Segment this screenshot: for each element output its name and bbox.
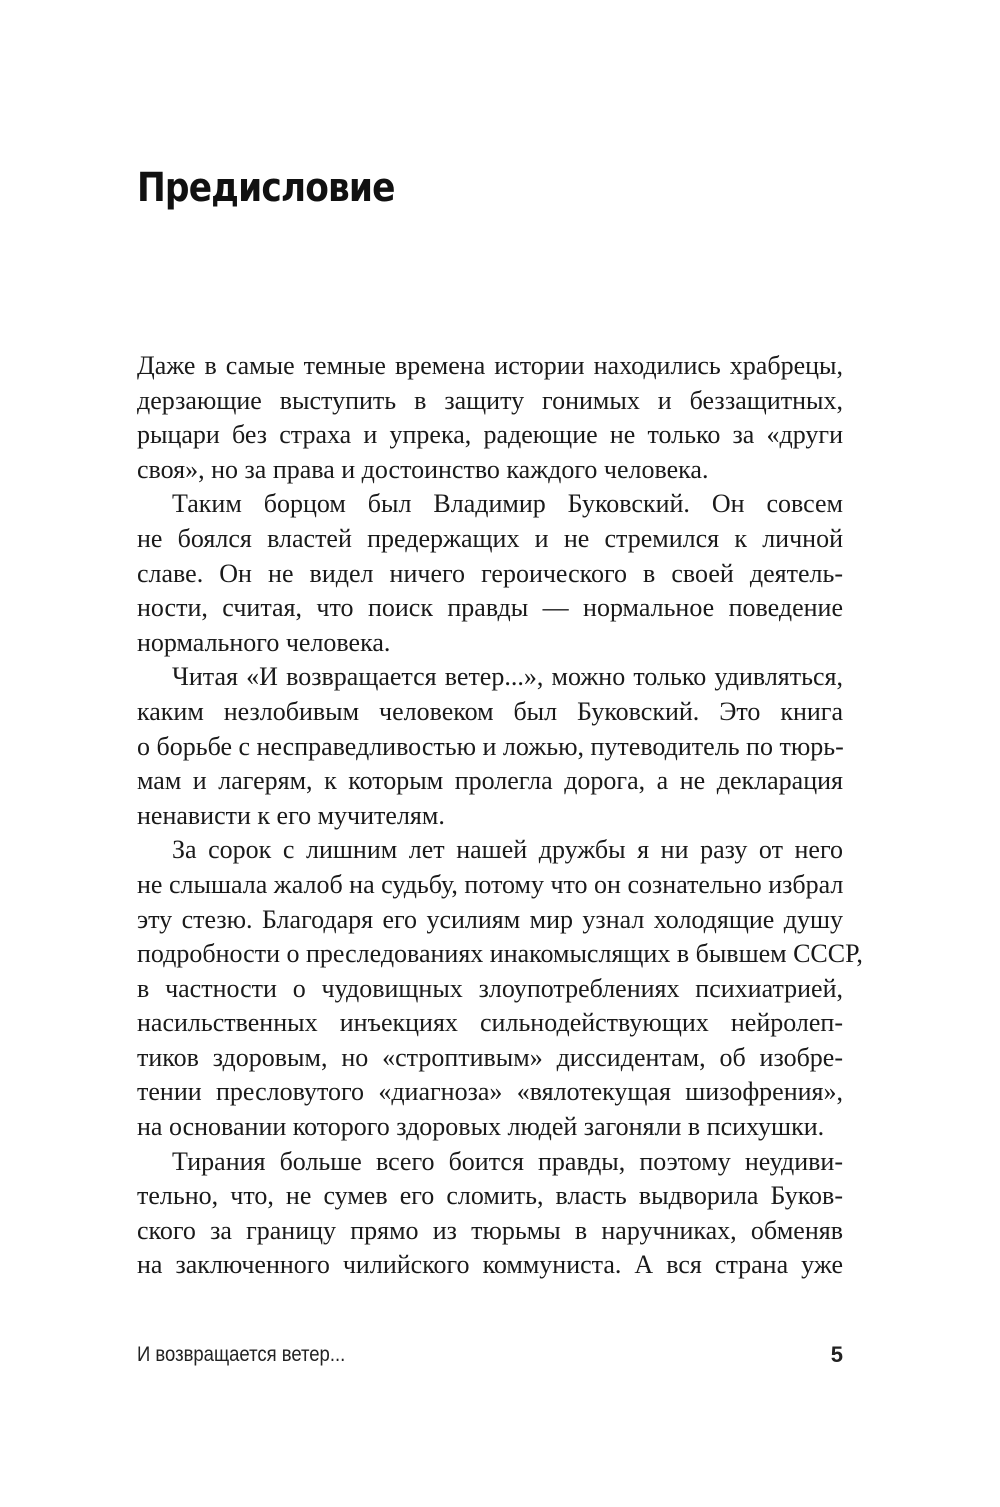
text-line: не слышала жалоб на судьбу, потому что он сознательно избрал (137, 869, 844, 899)
running-title: И возвращается ветер... (137, 1343, 346, 1366)
page-number: 5 (830, 1342, 843, 1367)
paragraph-5 (137, 1145, 843, 1283)
text-line: на основании которого здоровых людей загоняли в психушки. (137, 1112, 825, 1142)
chapter-title: Предисловие (137, 165, 395, 211)
page-footer (137, 1340, 843, 1370)
text-line: эту стезю. Благодаря его усилиям мир узнал холодящие душу (137, 904, 843, 934)
text-line: каким незлобивым человеком был Буковский. Это книга (137, 696, 843, 726)
text-line: славе. Он не видел ничего героического в своей деятель- (137, 558, 843, 588)
text-line: в частности о чудовищных злоупотреблениях психиатрией, (137, 973, 843, 1003)
text-line: подробности о преследованиях инакомыслящих в бывшем СССР, (137, 939, 863, 969)
text-line: нормального человека. (137, 627, 391, 657)
text-line: ности, считая, что поиск правды — нормальное поведение (137, 593, 843, 623)
text-line: насильственных инъекциях сильнодействующих нейролеп- (137, 1008, 843, 1038)
text-line: на заключенного чилийского коммуниста. А вся страна уже (137, 1250, 843, 1280)
paragraph-2 (137, 487, 843, 660)
paragraph-4 (137, 833, 863, 1144)
text-line: Читая «И возвращается ветер...», можно только удивляться, (172, 662, 843, 692)
text-line: о борьбе с несправедливостью и ложью, путеводитель по тюрь- (137, 731, 844, 761)
text-line: не боялся властей предержащих и не стремился к личной (137, 523, 843, 553)
text-line: тиков здоровым, но «строптивым» диссидентам, об изобре- (137, 1042, 843, 1072)
text-line: ского за границу прямо из тюрьмы в наручниках, обменяв (137, 1215, 843, 1245)
body-text (137, 349, 863, 1283)
text-line: своя», но за права и достоинство каждого человека. (137, 454, 709, 484)
text-line: ненависти к его мучителям. (137, 800, 445, 830)
text-line: Таким борцом был Владимир Буковский. Он совсем (172, 489, 843, 519)
paragraph-3 (137, 660, 843, 833)
text-line: тельно, что, не сумев его сломить, власть выдворила Буков- (137, 1181, 843, 1211)
text-line: Даже в самые темные времена истории находились храбрецы, (137, 351, 843, 380)
text-line: дерзающие выступить в защиту гонимых и беззащитных, (137, 385, 843, 415)
text-line: За сорок с лишним лет нашей дружбы я ни разу от него (172, 835, 843, 865)
text-line: Тирания больше всего боится правды, поэтому неудиви- (172, 1146, 843, 1176)
text-line: тении пресловутого «диагноза» «вялотекущая шизофрения», (137, 1077, 843, 1107)
paragraph-1 (137, 349, 843, 487)
text-line: рыцари без страха и упрека, радеющие не только за «други (137, 420, 843, 450)
text-line: мам и лагерям, к которым пролегла дорога, а не декларация (137, 766, 843, 796)
